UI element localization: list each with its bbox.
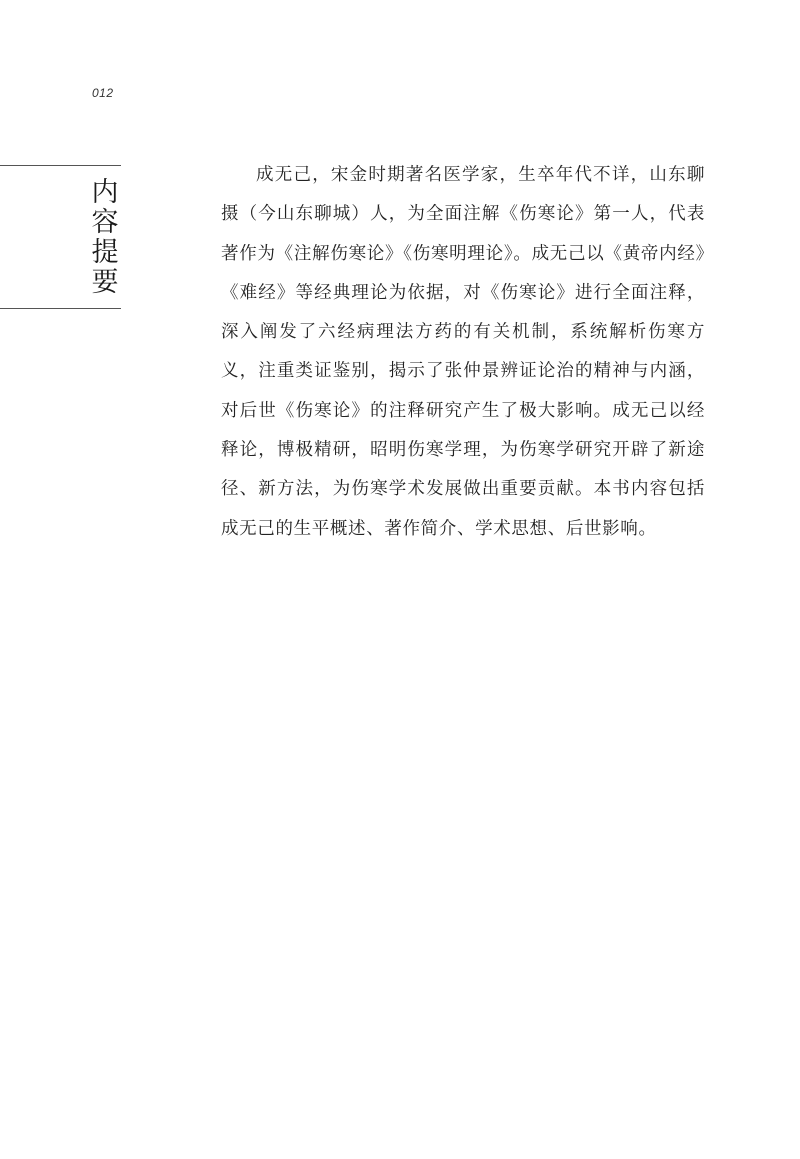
section-rule-top (0, 165, 121, 166)
page-number: 012 (92, 86, 114, 100)
section-title-char: 提 (91, 237, 119, 268)
section-rule-bottom (0, 308, 121, 309)
section-title-char: 容 (91, 207, 119, 238)
summary-paragraph: 成无己，宋金时期著名医学家，生卒年代不详，山东聊摄（今山东聊城）人，为全面注解《伤寒论》第一人，代表著作为《注解伤寒论》《伤寒明理论》。成无己以《黄帝内经》《难经》等经典理论为依据，对《伤寒论》进行全面注释，深入阐发了六经病理法方药的有关机制，系统解析伤寒方义，注重类证鉴别，揭示了张仲景辨证论治的精神与内涵，对后世《伤寒论》的注释研究产生了极大影响。成无己以经释论，博极精研，昭明伤寒学理，为伤寒学研究开辟了新途径、新方法，为伤寒学术发展做出重要贡献。本书内容包括成无己的生平概述、著作简介、学术思想、后世影响。 (221, 165, 705, 539)
section-title-char: 要 (91, 267, 119, 298)
section-title (88, 178, 122, 298)
section-title-char: 内 (91, 177, 119, 208)
